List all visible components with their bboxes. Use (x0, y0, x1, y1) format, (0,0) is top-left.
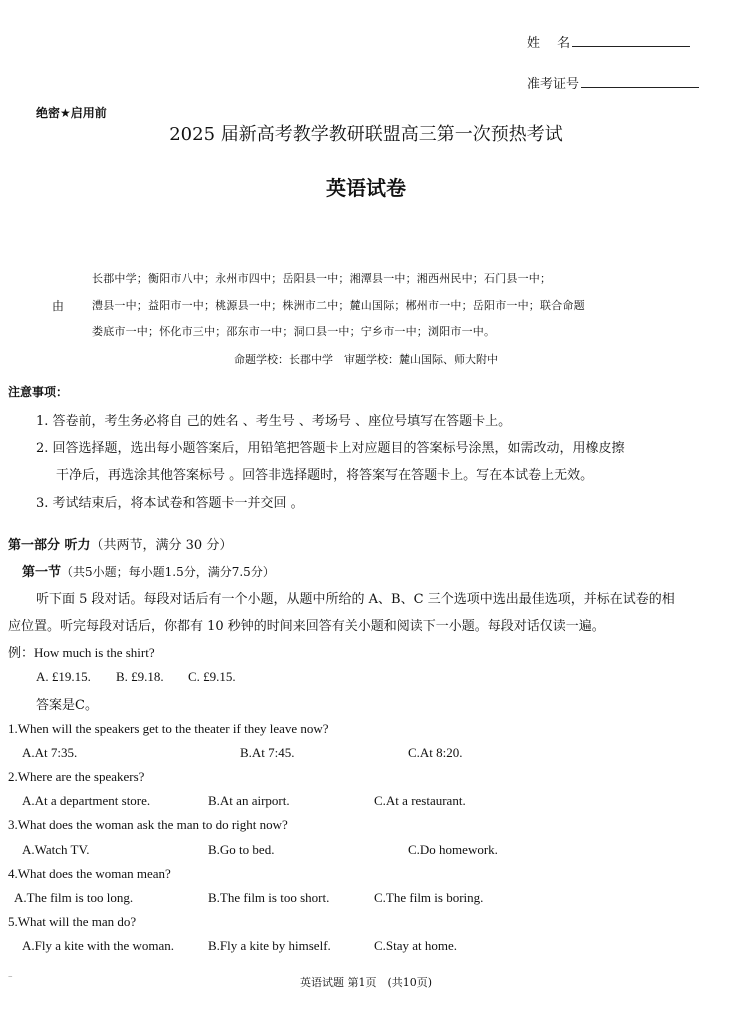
example-question-text: How much is the shirt? (34, 645, 155, 660)
section1-title: 第一节 (22, 565, 62, 580)
question-5-option-c: C.Stay at home. (374, 938, 458, 953)
exam-id-blank (581, 75, 699, 88)
note-item-1: 1. 答卷前，考生务必将自 己的姓名 、考生号 、考场号 、座位号填写在答题卡上。 (36, 414, 512, 429)
note-item-3: 3. 考试结束后，将本试卷和答题卡一并交回 。 (36, 496, 304, 511)
question-2-option-b: B.At an airport. (208, 793, 290, 808)
example-option-a: A. £19.15. (36, 669, 91, 684)
question-2-option-a: A.At a department store. (22, 793, 151, 808)
question-5-option-a: A.Fly a kite with the woman. (22, 938, 175, 953)
example-question (8, 642, 155, 661)
question-1-option-b: B.At 7:45. (240, 745, 295, 760)
section1-instructions: 听下面 5 段对话。每段对话后有一个小题，从题中所给的 A、B、C 三个选项中选出最佳选项，并标在试卷的相 (36, 592, 675, 607)
section1-meta: （共5小题；每小题1.5分，满分7.5分） (61, 565, 275, 579)
exam-title: 2025 届新高考教学教研联盟高三第一次预热考试 (169, 124, 563, 145)
exam-id-label: 准考证号 (527, 77, 580, 92)
command-schools: 命题学校：长郡中学 审题学校：麓山国际、师大附中 (234, 353, 498, 366)
question-2: 2.Where are the speakers? (8, 769, 145, 784)
example-option-c: C. £9.15. (188, 669, 236, 684)
schools-line-1: 长郡中学；衡阳市八中；永州市四中；岳阳县一中；湘潭县一中；湘西州民中；石门县一中； (92, 272, 552, 285)
question-1-option-a: A.At 7:35. (22, 745, 78, 760)
example-option-b: B. £9.18. (116, 669, 164, 684)
name-blank (572, 34, 690, 47)
note-item-2-cont: 干净后，再选涂其他答案标号 。回答非选择题时，将答案写在答题卡上。写在本试卷上无效。 (56, 468, 594, 483)
notes-heading: 注意事项： (8, 385, 69, 399)
question-3-option-c: C.Do homework. (408, 842, 498, 857)
example-answer: 答案是C。 (36, 698, 98, 713)
subject-title: 英语试卷 (326, 176, 406, 200)
page-footer: 英语试题 第1页 (共10页) (299, 976, 433, 989)
question-4-option-c: C.The film is boring. (374, 890, 484, 905)
section1-heading (22, 561, 275, 580)
question-2-option-c: C.At a restaurant. (374, 793, 466, 808)
question-1: 1.When will the speakers get to the theater if they leave now? (8, 721, 329, 736)
corner-mark: – (8, 972, 13, 982)
question-5: 5.What will the man do? (8, 914, 137, 929)
secret-mark: 绝密★启用前 (36, 106, 107, 120)
question-4: 4.What does the woman mean? (8, 866, 171, 881)
question-3: 3.What does the woman ask the man to do right now? (8, 817, 288, 832)
schools-prefix: 由 (52, 299, 65, 313)
name-label: 姓 名 (527, 36, 571, 51)
question-1-option-c: C.At 8:20. (408, 745, 463, 760)
part1-heading (8, 534, 232, 553)
example-label: 例： (8, 646, 35, 661)
schools-line-3: 娄底市一中；怀化市三中；邵东市一中；洞口县一中；宁乡市一中；浏阳市一中。 (92, 325, 496, 338)
name-field (527, 32, 690, 51)
question-4-option-b: B.The film is too short. (208, 890, 330, 905)
section1-instructions-cont: 应位置。听完每段对话后，你都有 10 秒钟的时间来回答有关小题和阅读下一小题。每段对话仅读一遍。 (8, 619, 605, 634)
part1-meta: （共两节，满分 30 分） (90, 538, 233, 553)
question-4-option-a: A.The film is too long. (14, 890, 134, 905)
question-3-option-a: A.Watch TV. (22, 842, 90, 857)
schools-line-2: 澧县一中；益阳市一中；桃源县一中；株洲市二中；麓山国际；郴州市一中；岳阳市一中；联合命题 (92, 299, 585, 312)
question-5-option-b: B.Fly a kite by himself. (208, 938, 331, 953)
part1-title: 第一部分 听力 (8, 538, 91, 553)
note-item-2: 2. 回答选择题，选出每小题答案后，用铅笔把答题卡上对应题目的答案标号涂黑，如需改动，用橡皮擦 (36, 441, 625, 456)
question-3-option-b: B.Go to bed. (208, 842, 275, 857)
exam-id-field (527, 73, 699, 92)
